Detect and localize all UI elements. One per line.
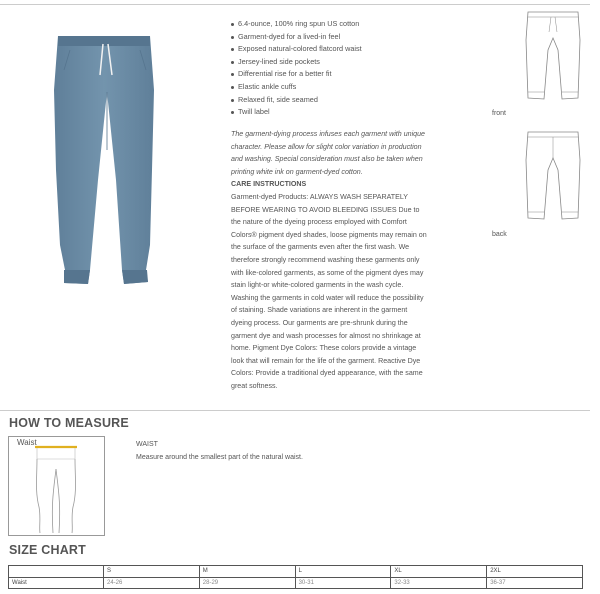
size-value-cell: 32-33 xyxy=(391,577,487,589)
size-chart-table xyxy=(8,565,583,589)
tech-drawing-back xyxy=(518,130,588,226)
size-value-cell: 36-37 xyxy=(487,577,583,589)
size-header-cell: L xyxy=(295,566,391,578)
size-value-cell: 30-31 xyxy=(295,577,391,589)
measure-diagram xyxy=(8,436,105,536)
size-header-row xyxy=(9,566,583,578)
dye-note: The garment-dying process infuses each garment with unique character. Please allow for slight color variation in production and washing. Special consideration must also be taken when printing white ink on garment-dyed cotton. xyxy=(231,130,426,176)
tech-label-back: back xyxy=(492,231,507,238)
feature-item: Jersey-lined side pockets xyxy=(231,56,431,69)
care-text: Garment-dyed Products: ALWAYS WASH SEPARATELY BEFORE WEARING TO AVOID BLEEDING ISSUES Due to the nature of the dyeing process employed with Comfort Colors® pigment dyed shades, loose pigments may remain on the surface of the garments even after the first wash. We therefore strongly recommend washing these garments only with like-colored garments, as some of the pigment dyes may stain light-or white-colored garments in the wash cycle. Washing the garments in cold water will reduce the possibility of staining. Shade variations are inherent in the garment dyeing process. Our garments are pre-shrunk during the garment dye and wash processes for almost no shrinkage at home. Pigment Dye Colors: These colors provide a vintage look that will remain for the life of the garment. Reactive Dye Colors: Provide a traditional dyed appearance, with the same great softness. xyxy=(231,192,427,390)
size-value-cell: 28-29 xyxy=(199,577,295,589)
features-list xyxy=(231,18,431,119)
feature-item: Garment-dyed for a lived-in feel xyxy=(231,31,431,44)
size-value-cell: 24-26 xyxy=(104,577,200,589)
top-divider xyxy=(0,4,590,5)
product-photo xyxy=(50,30,160,300)
size-header-empty xyxy=(9,566,104,578)
feature-item: 6.4-ounce, 100% ring spun US cotton xyxy=(231,18,431,31)
feature-item: Exposed natural-colored flatcord waist xyxy=(231,43,431,56)
feature-item: Elastic ankle cuffs xyxy=(231,81,431,94)
product-description xyxy=(231,128,427,392)
size-header-cell: 2XL xyxy=(487,566,583,578)
size-row-label: Waist xyxy=(9,577,104,589)
size-header-cell: XL xyxy=(391,566,487,578)
legs-outline-icon xyxy=(9,437,104,535)
measure-diagram-label: Waist xyxy=(17,438,37,447)
how-to-measure-title: HOW TO MEASURE xyxy=(9,416,129,430)
size-header-cell: M xyxy=(199,566,295,578)
tech-label-front: front xyxy=(492,110,507,117)
waist-heading: WAIST xyxy=(136,441,158,448)
size-chart-title: SIZE CHART xyxy=(9,543,86,557)
tech-drawing-front xyxy=(518,10,588,106)
feature-item: Relaxed fit, side seamed xyxy=(231,94,431,107)
feature-item: Differential rise for a better fit xyxy=(231,68,431,81)
feature-item: Twill label xyxy=(231,106,431,119)
care-heading: CARE INSTRUCTIONS xyxy=(231,180,307,189)
size-waist-row xyxy=(9,577,583,589)
size-header-cell: S xyxy=(104,566,200,578)
waist-instructions: Measure around the smallest part of the natural waist. xyxy=(136,454,303,461)
measure-divider xyxy=(0,410,590,411)
